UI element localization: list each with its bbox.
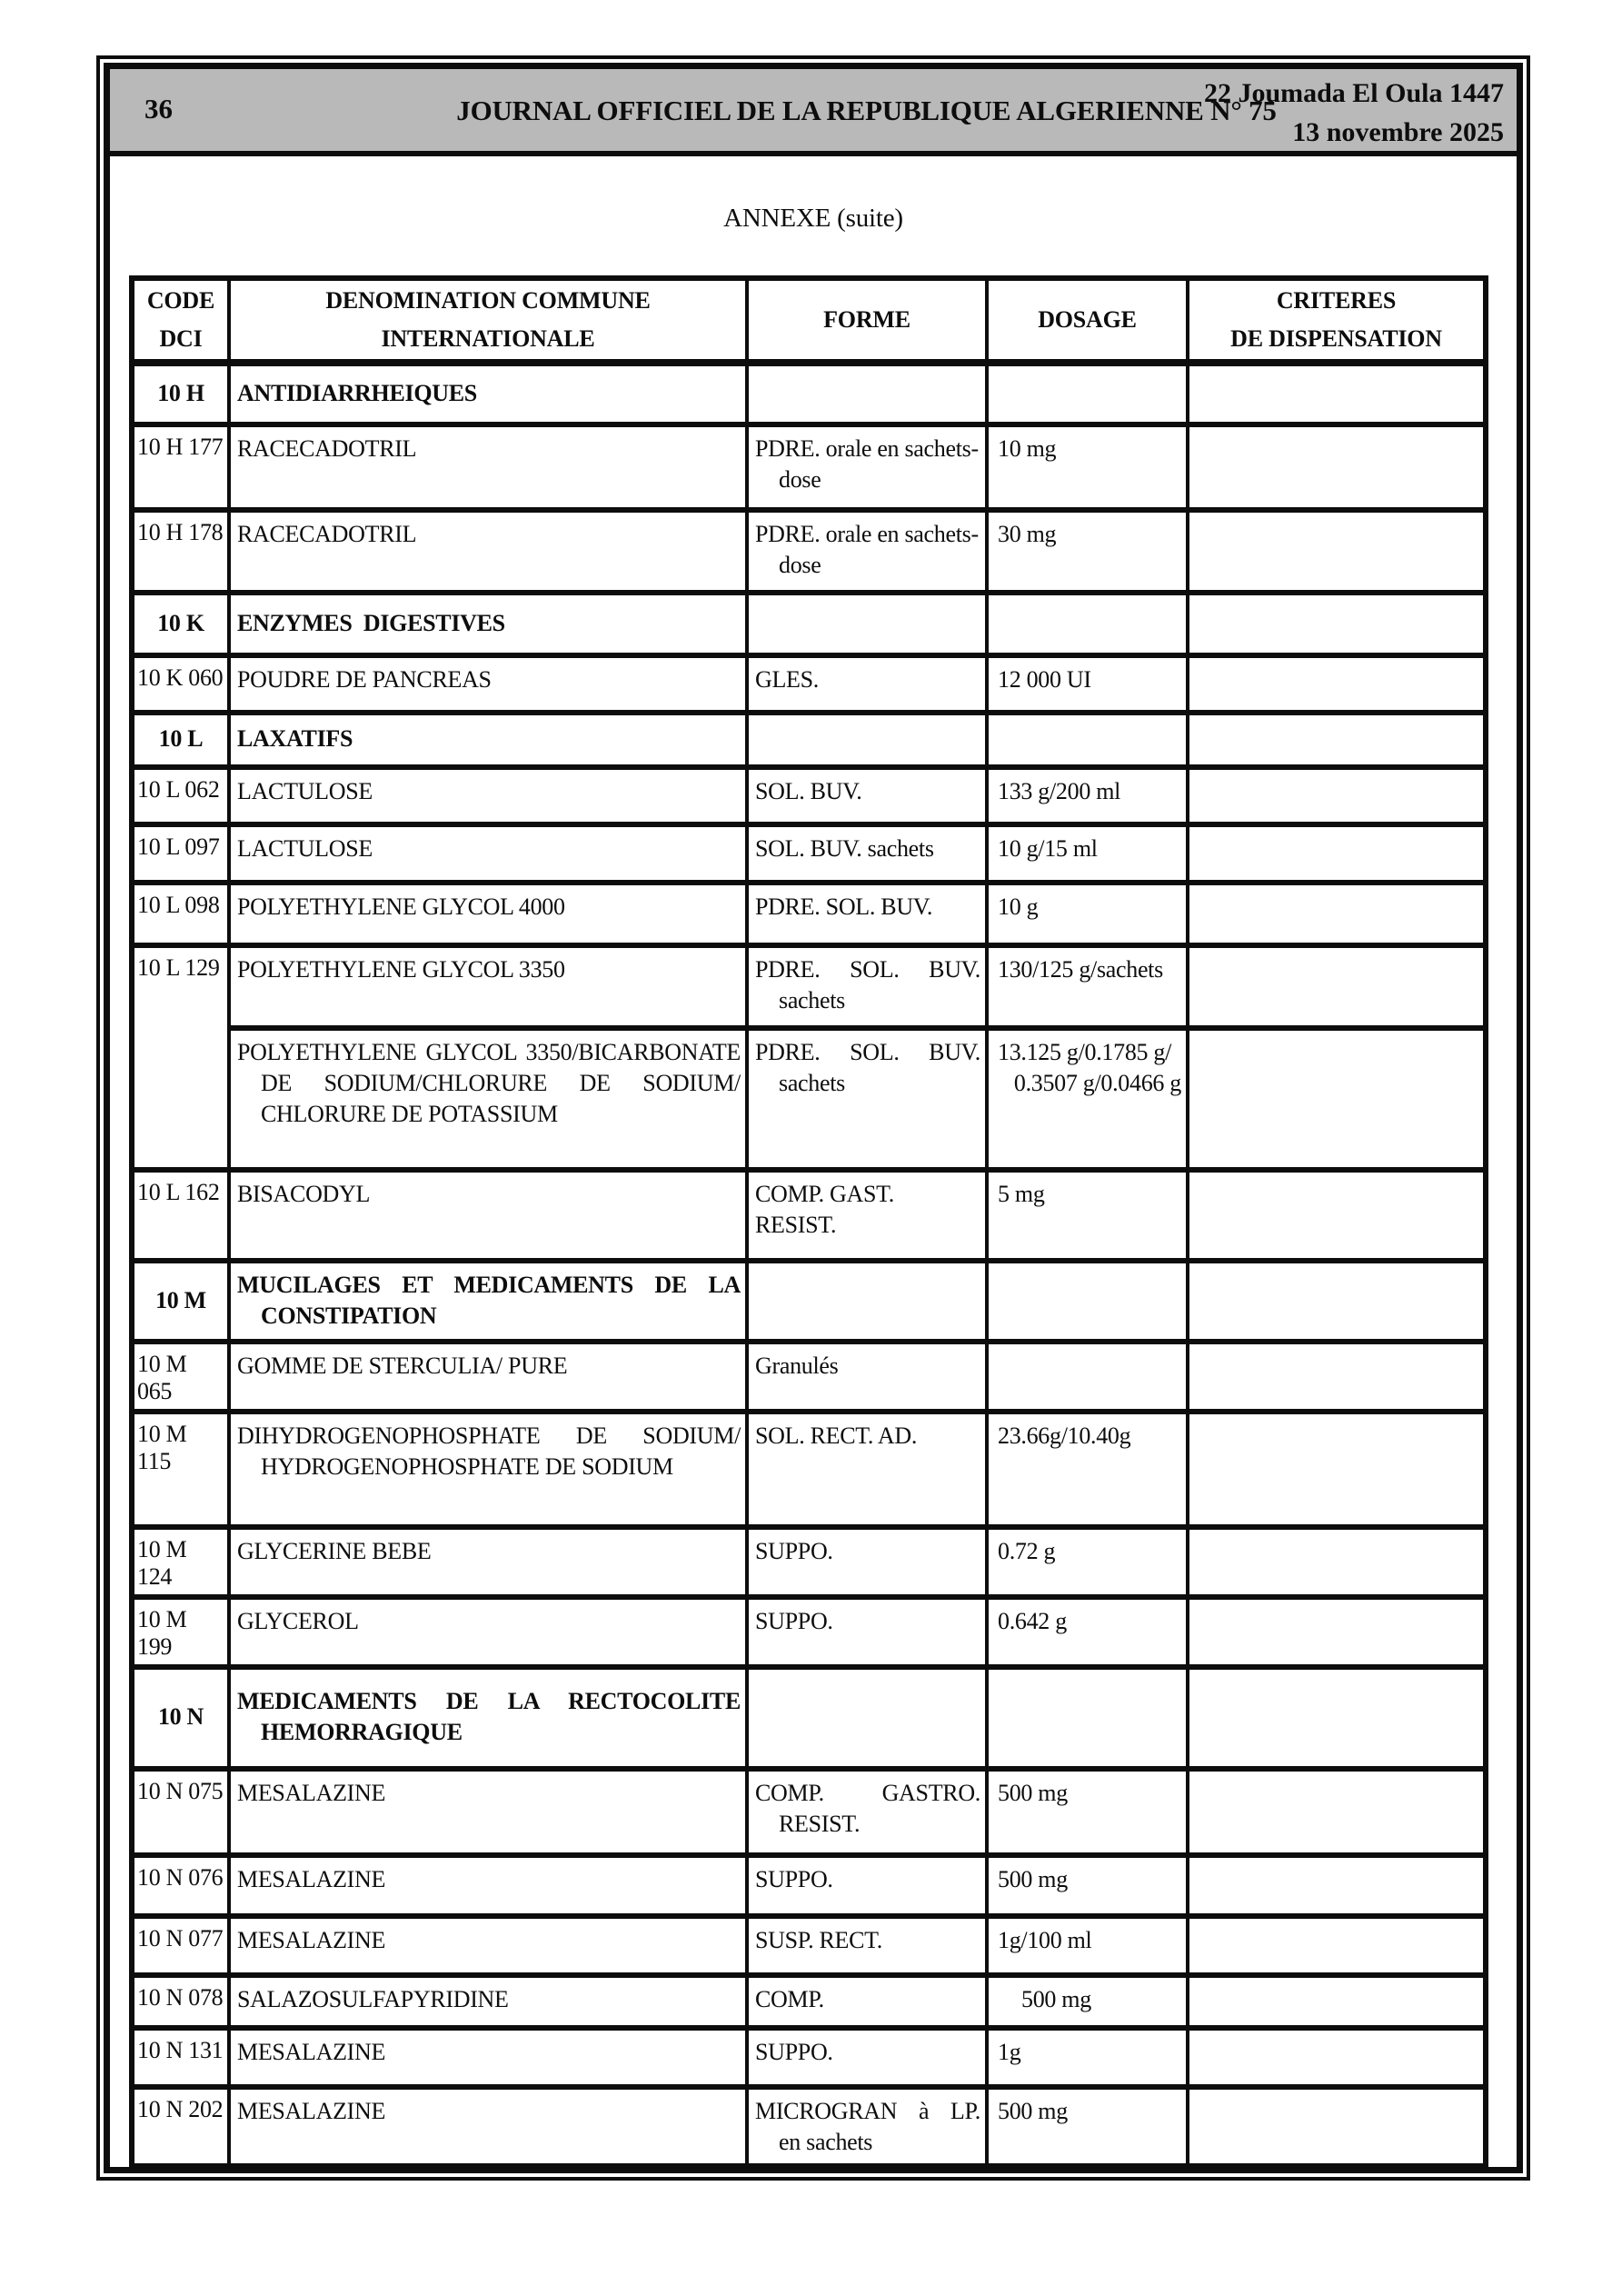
cell-text-line: POLYETHYLENE GLYCOL 3350/BICARBONATE [237, 1039, 741, 1065]
code-cell: 10 M [132, 1261, 229, 1342]
criteres-cell [1188, 1975, 1486, 2028]
dosage-cell [987, 593, 1188, 655]
cell-text-line: BISACODYL [237, 1181, 371, 1207]
criteres-cell [1188, 1412, 1486, 1527]
denomination-cell [229, 1667, 747, 1769]
denomination-cell [229, 1597, 747, 1667]
cell-text-line: SOL. RECT. AD. [755, 1423, 918, 1449]
cell-text-line: SALAZOSULFAPYRIDINE [237, 1986, 509, 2012]
table-row [132, 1527, 1486, 1597]
journal-header-band [110, 69, 1517, 156]
table-row [132, 824, 1486, 883]
col-header-criteres [1188, 278, 1486, 363]
code-cell: 10 H 177 [132, 424, 229, 510]
cell-text-line: PDRE. SOL. BUV. [755, 1039, 980, 1065]
code-cell: 10 M 115 [132, 1412, 229, 1527]
cell-text-line: COMP. GAST. RESIST. [755, 1181, 901, 1238]
cell-text-line: MESALAZINE [237, 2098, 386, 2124]
code-cell: 10 N 077 [132, 1916, 229, 1975]
col-header-dosage [987, 278, 1188, 363]
cell-text-line: 1g [998, 2039, 1021, 2065]
code-cell: 10 L 062 [132, 767, 229, 824]
denomination-cell [229, 424, 747, 510]
cell-text-line: 500 mg [1021, 1986, 1091, 2012]
table-row [132, 1855, 1486, 1916]
dosage-cell [987, 824, 1188, 883]
column-title-line: CRITERES [1276, 287, 1397, 314]
table-row [132, 1597, 1486, 1667]
cell-text-line: COMP. GASTRO. [755, 1780, 980, 1806]
cell-text-line: RACECADOTRIL [237, 521, 417, 547]
cell-text-line: HYDROGENOPHOSPHATE DE SODIUM [261, 1453, 673, 1480]
cell-text-line: HEMORRAGIQUE [261, 1719, 463, 1745]
cell-text-line: RACECADOTRIL [237, 435, 417, 462]
dosage-cell [987, 1855, 1188, 1916]
dosage-cell [987, 1667, 1188, 1769]
cell-text-line: 10 g [998, 893, 1039, 920]
cell-text-line: MESALAZINE [237, 1866, 386, 1892]
cell-text-line: SOL. BUV. sachets [755, 835, 934, 862]
denomination-cell [229, 1855, 747, 1916]
table-row [132, 655, 1486, 713]
code-cell: 10 N 075 [132, 1769, 229, 1855]
denomination-cell [229, 363, 747, 424]
criteres-cell [1188, 945, 1486, 1028]
cell-text-line: 1g/100 ml [998, 1927, 1092, 1953]
dosage-cell [987, 1028, 1188, 1170]
dosage-cell [987, 1261, 1188, 1342]
forme-cell [747, 945, 987, 1028]
criteres-cell [1188, 713, 1486, 767]
table-row [132, 1028, 1486, 1170]
denomination-cell [229, 1342, 747, 1412]
table-row [132, 945, 1486, 1028]
code-cell: 10 N [132, 1667, 229, 1769]
forme-cell [747, 424, 987, 510]
cell-text-line: SUPPO. [755, 1608, 833, 1634]
dosage-cell [987, 1916, 1188, 1975]
cell-text-line: 133 g/200 ml [998, 778, 1121, 804]
cell-text-line: DIHYDROGENOPHOSPHATE DE SODIUM/ [237, 1423, 741, 1449]
dosage-cell [987, 1342, 1188, 1412]
cell-text-line: 12 000 UI [998, 666, 1091, 693]
forme-cell [747, 1975, 987, 2028]
cell-text-line: PDRE. orale en sachets- [755, 521, 979, 547]
cell-text-line: MESALAZINE [237, 2039, 386, 2065]
criteres-cell [1188, 1028, 1486, 1170]
code-cell: 10 M 199 [132, 1597, 229, 1667]
criteres-cell [1188, 883, 1486, 945]
column-title-line: CODE [146, 287, 215, 314]
criteres-cell [1188, 593, 1486, 655]
forme-cell [747, 363, 987, 424]
denomination-cell [229, 1028, 747, 1170]
table-row [132, 510, 1486, 593]
table-row [132, 424, 1486, 510]
criteres-cell [1188, 824, 1486, 883]
cell-text-line: ANTIDIARRHEIQUES [237, 379, 477, 406]
cell-text-line: SUPPO. [755, 1538, 833, 1564]
forme-cell [747, 1170, 987, 1261]
forme-cell [747, 655, 987, 713]
cell-text-line: CHLORURE DE POTASSIUM [261, 1101, 558, 1127]
forme-cell [747, 1412, 987, 1527]
code-cell: 10 N 131 [132, 2028, 229, 2087]
section-row [132, 363, 1486, 424]
code-cell: 10 N 076 [132, 1855, 229, 1916]
cell-text-line: POLYETHYLENE GLYCOL 4000 [237, 893, 565, 920]
dosage-cell [987, 424, 1188, 510]
table-row [132, 767, 1486, 824]
cell-text-line: 23.66g/10.40g [998, 1423, 1131, 1449]
column-title-line: INTERNATIONALE [381, 325, 595, 352]
table-row [132, 883, 1486, 945]
cell-text-line: LACTULOSE [237, 835, 373, 862]
dosage-cell [987, 1412, 1188, 1527]
forme-cell [747, 824, 987, 883]
dosage-cell [987, 1975, 1188, 2028]
forme-cell [747, 593, 987, 655]
denomination-cell [229, 510, 747, 593]
table-header-row [132, 278, 1486, 363]
table-row [132, 1170, 1486, 1261]
forme-cell [747, 883, 987, 945]
code-cell: 10 L 129 [132, 945, 229, 1170]
cell-text-line: LAXATIFS [237, 725, 353, 752]
code-cell: 10 N 078 [132, 1975, 229, 2028]
cell-text-line: 30 mg [998, 521, 1057, 547]
dosage-cell [987, 945, 1188, 1028]
denomination-cell [229, 767, 747, 824]
code-cell: 10 N 202 [132, 2087, 229, 2166]
column-title-line: DOSAGE [1038, 306, 1137, 333]
criteres-cell [1188, 1667, 1486, 1769]
page-frame-inner [104, 63, 1523, 2173]
dosage-cell [987, 510, 1188, 593]
dosage-cell [987, 1527, 1188, 1597]
cell-text-line: COMP. [755, 1986, 824, 2012]
cell-text-line: dose [779, 466, 821, 493]
forme-cell [747, 1667, 987, 1769]
cell-text-line: RESIST. [779, 1811, 861, 1837]
cell-text-line: Granulés [755, 1353, 839, 1379]
code-cell: 10 L 098 [132, 883, 229, 945]
forme-cell [747, 1028, 987, 1170]
cell-text-line: MESALAZINE [237, 1780, 386, 1806]
denomination-cell [229, 883, 747, 945]
criteres-cell [1188, 1527, 1486, 1597]
forme-cell [747, 1597, 987, 1667]
cell-text-line: DE SODIUM/CHLORURE DE SODIUM/ [261, 1070, 741, 1096]
criteres-cell [1188, 767, 1486, 824]
cell-text-line: SUSP. RECT. [755, 1927, 882, 1953]
cell-text-line: MEDICAMENTS DE LA RECTOCOLITE [237, 1688, 741, 1714]
denomination-cell [229, 2028, 747, 2087]
code-cell: 10 K 060 [132, 655, 229, 713]
page-frame [96, 55, 1530, 2181]
code-cell: 10 L [132, 713, 229, 767]
table-row [132, 1916, 1486, 1975]
cell-text-line: en sachets [779, 2129, 873, 2155]
cell-text-line: 13.125 g/0.1785 g/ [998, 1039, 1172, 1065]
date-hijri: 22 Joumada El Oula 1447 [1203, 78, 1504, 108]
dosage-cell [987, 1170, 1188, 1261]
denomination-cell [229, 713, 747, 767]
cell-text-line: PDRE. orale en sachets- [755, 435, 979, 462]
cell-text-line: 500 mg [998, 1780, 1068, 1806]
cell-text-line: POUDRE DE PANCREAS [237, 666, 492, 693]
table-row [132, 2028, 1486, 2087]
forme-cell [747, 1855, 987, 1916]
criteres-cell [1188, 1170, 1486, 1261]
criteres-cell [1188, 363, 1486, 424]
forme-cell [747, 510, 987, 593]
section-row [132, 593, 1486, 655]
criteres-cell [1188, 1597, 1486, 1667]
dosage-cell [987, 767, 1188, 824]
cell-text-line: SOL. BUV. [755, 778, 862, 804]
denomination-cell [229, 945, 747, 1028]
cell-text-line: PDRE. SOL. BUV. [755, 956, 980, 983]
forme-cell [747, 1261, 987, 1342]
dosage-cell [987, 655, 1188, 713]
cell-text-line: 130/125 g/sachets [998, 956, 1163, 983]
cell-text-line: 0.72 g [998, 1538, 1056, 1564]
cell-text-line: MICROGRAN à LP. [755, 2098, 980, 2124]
cell-text-line: 10 g/15 ml [998, 835, 1098, 862]
column-title-line: DCI [159, 325, 203, 352]
denomination-cell [229, 1916, 747, 1975]
journal-title: JOURNAL OFFICIEL DE LA REPUBLIQUE ALGERIENNE N° 75 [456, 95, 1277, 126]
section-row [132, 1667, 1486, 1769]
table-row [132, 1412, 1486, 1527]
criteres-cell [1188, 424, 1486, 510]
forme-cell [747, 2028, 987, 2087]
denomination-cell [229, 1527, 747, 1597]
cell-text-line: 0.3507 g/0.0466 g [1013, 1070, 1181, 1096]
code-cell: 10 M 124 [132, 1527, 229, 1597]
section-row [132, 713, 1486, 767]
column-title-line: DENOMINATION COMMUNE [325, 287, 651, 314]
cell-text-line: POLYETHYLENE GLYCOL 3350 [237, 956, 565, 983]
cell-text-line: 5 mg [998, 1181, 1045, 1207]
dosage-cell [987, 2087, 1188, 2166]
medicines-table [129, 275, 1488, 2169]
denomination-cell [229, 1412, 747, 1527]
denomination-cell [229, 1975, 747, 2028]
col-header-code [132, 278, 229, 363]
cell-text-line: GLYCEROL [237, 1608, 359, 1634]
cell-text-line: 500 mg [998, 2098, 1068, 2124]
col-header-forme [747, 278, 987, 363]
dosage-cell [987, 363, 1188, 424]
cell-text-line: 0.642 g [998, 1608, 1067, 1634]
criteres-cell [1188, 1916, 1486, 1975]
cell-text-line: GLES. [755, 666, 820, 693]
criteres-cell [1188, 1342, 1486, 1412]
cell-text-line: SUPPO. [755, 1866, 833, 1892]
section-row [132, 1261, 1486, 1342]
table-row [132, 2087, 1486, 2166]
criteres-cell [1188, 1261, 1486, 1342]
cell-text-line: dose [779, 552, 821, 578]
code-cell: 10 H [132, 363, 229, 424]
dosage-cell [987, 713, 1188, 767]
criteres-cell [1188, 1855, 1486, 1916]
cell-text-line: ENZYMES DIGESTIVES [237, 609, 505, 636]
dosage-cell [987, 1597, 1188, 1667]
criteres-cell [1188, 1769, 1486, 1855]
forme-cell [747, 2087, 987, 2166]
cell-text-line: LACTULOSE [237, 778, 373, 804]
cell-text-line: MUCILAGES ET MEDICAMENTS DE LA [237, 1271, 741, 1298]
cell-text-line: 500 mg [998, 1866, 1068, 1892]
date-gregorian: 13 novembre 2025 [1292, 116, 1504, 147]
header-dates [1204, 75, 1504, 152]
code-cell: 10 M 065 [132, 1342, 229, 1412]
criteres-cell [1188, 2028, 1486, 2087]
code-cell: 10 L 162 [132, 1170, 229, 1261]
denomination-cell [229, 1769, 747, 1855]
code-cell: 10 L 097 [132, 824, 229, 883]
table-row [132, 1769, 1486, 1855]
forme-cell [747, 713, 987, 767]
denomination-cell [229, 1170, 747, 1261]
table-row [132, 1975, 1486, 2028]
denomination-cell [229, 824, 747, 883]
forme-cell [747, 1769, 987, 1855]
column-title-line: FORME [823, 306, 911, 333]
column-title-line: DE DISPENSATION [1230, 325, 1442, 352]
denomination-cell [229, 1261, 747, 1342]
forme-cell [747, 1342, 987, 1412]
cell-text-line: SUPPO. [755, 2039, 833, 2065]
denomination-cell [229, 655, 747, 713]
code-cell: 10 K [132, 593, 229, 655]
cell-text-line: GOMME DE STERCULIA/ PURE [237, 1353, 568, 1379]
annexe-title: ANNEXE (suite) [723, 204, 903, 233]
forme-cell [747, 767, 987, 824]
col-header-denomination [229, 278, 747, 363]
cell-text-line: sachets [779, 987, 845, 1013]
cell-text-line: GLYCERINE BEBE [237, 1538, 432, 1564]
cell-text-line: PDRE. SOL. BUV. [755, 893, 933, 920]
denomination-cell [229, 593, 747, 655]
criteres-cell [1188, 2087, 1486, 2166]
dosage-cell [987, 883, 1188, 945]
forme-cell [747, 1527, 987, 1597]
cell-text-line: CONSTIPATION [261, 1302, 437, 1329]
criteres-cell [1188, 655, 1486, 713]
dosage-cell [987, 1769, 1188, 1855]
cell-text-line: sachets [779, 1070, 845, 1096]
cell-text-line: 10 mg [998, 435, 1057, 462]
dosage-cell [987, 2028, 1188, 2087]
denomination-cell [229, 2087, 747, 2166]
table-row [132, 1342, 1486, 1412]
cell-text-line: MESALAZINE [237, 1927, 386, 1953]
criteres-cell [1188, 510, 1486, 593]
page-number: 36 [144, 93, 173, 125]
code-cell: 10 H 178 [132, 510, 229, 593]
forme-cell [747, 1916, 987, 1975]
